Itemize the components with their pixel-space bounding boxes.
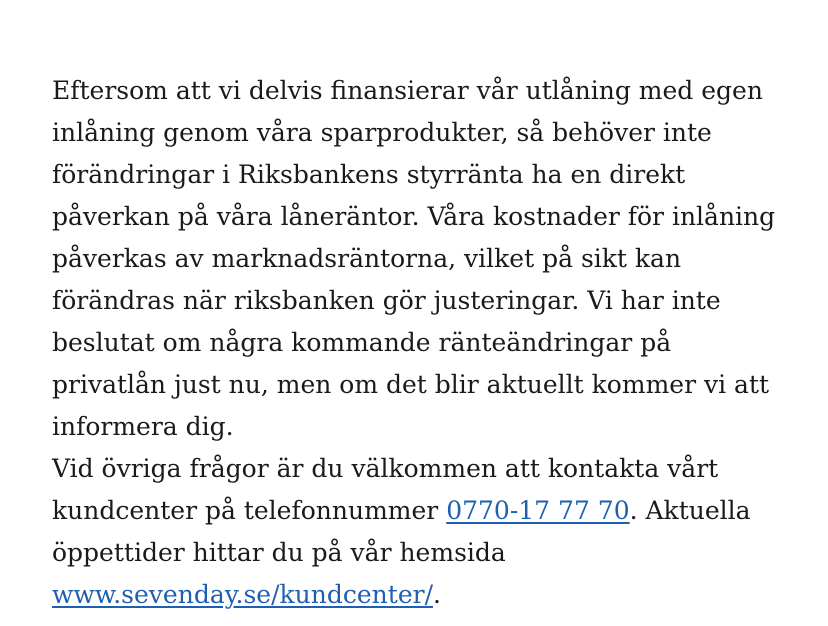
paragraph-rate-info: Eftersom att vi delvis finansierar vår utlåning med egen inlåning genom våra sparprodukter, så behöver inte förändringar i Riksbankens styrränta ha en direkt påverkan på våra låneräntor. Våra kostnader för inlåning påverkas av marknadsräntorna, vilket på sikt kan förändras när riksbanken gör justeringar. Vi har inte beslutat om några kommande ränteändringar på privatlån just nu, men om det blir aktuellt kommer vi att informera dig. (52, 76, 776, 441)
article-body (52, 70, 792, 616)
customer-center-link[interactable]: www.sevenday.se/kundcenter/ (52, 580, 433, 609)
contact-intro-text: Vid övriga frågor är du välkommen att kontakta vårt kundcenter på telefonnummer (52, 454, 719, 525)
opening-hours-text: . Aktuella öppettider hittar du på vår hemsida (52, 496, 751, 567)
phone-number-link[interactable]: 0770-17 77 70 (446, 496, 630, 525)
closing-period: . (433, 580, 441, 609)
paragraph-contact-info (52, 448, 792, 616)
